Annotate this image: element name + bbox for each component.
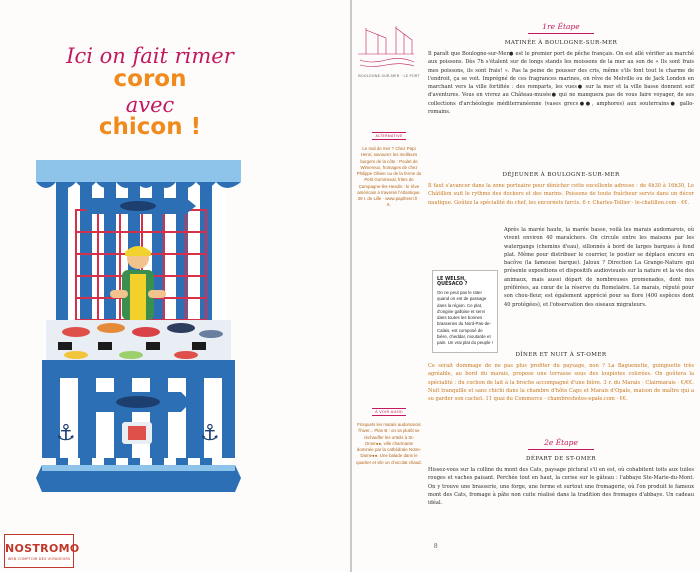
dejeuner-text: Il faut s'avancer dans la zone portuaire pour dénicher cette excellente adresse : de 4h30 à 16h30, Le Châtillon suit le rythme des dockers et des marins. Poissons de toute fraîcheur servis dans un décor nautique. Goûtez la spécialité du chef, les encornets farcis. 6 r. Charles-Tellier · le-chatillon.com · €€. — [428, 183, 694, 206]
svg-text:⚓: ⚓ — [200, 421, 220, 446]
nostromo-logo[interactable] — [4, 534, 80, 568]
fish-counter — [46, 320, 231, 360]
welsh-title: LE WELSH, QUÉSACO ? — [437, 277, 468, 287]
alternative-box — [356, 124, 422, 209]
right-sidebar — [352, 0, 424, 572]
headline-line-3: avec — [125, 93, 175, 117]
etape-1-rule — [528, 33, 594, 34]
headline-line-2: coron — [113, 66, 187, 92]
etape-2-rule — [528, 449, 594, 450]
depart-title: DÉPART DE ST-OMER — [526, 456, 596, 462]
dejeuner-title: DÉJEUNER À BOULOGNE-SUR-MER — [502, 172, 620, 178]
stall-front — [42, 360, 235, 458]
page-number: 8 — [434, 542, 438, 550]
sketch-caption: BOULOGNE-SUR-MER · LE PORT — [358, 74, 420, 78]
voir-aussi-box — [356, 400, 422, 466]
logo-tagline: WEB COMPTOIR DES VOYAGEURS — [7, 557, 71, 561]
welsh-box — [432, 270, 498, 353]
depart-text: Hissez-vous sur la colline du mont des Cats, paysage pictural s'il en est, où cohabitent toits aux tuiles rouges et vaches paisant. Perchée tout en haut, la cerise sur le gâteau : l'abbaye Ste-Marie-du-Mont. On y trouve une brasserie, une forge, une ferme et surtout une fromagerie, où l'on produit le fameux mont des Cats, fromage à pâte non cuite réalisé dans la tradition des fromages d'abbaye. Un cadeau idéal. — [428, 467, 694, 507]
headline-line-1: Ici on fait rimer — [66, 44, 234, 68]
voir-aussi-text: Frisquets les marais audomarois l'hiver... Plan B : on va plutôt se réchauffer les orteils à St-Omer●●, ville charmante dominée par la cathédrale Notre-Dame●●. Une balade dans le quartier et vile un chocolat chaud. — [356, 422, 422, 465]
alternative-text: Le mal de mer ? Chez Papi Henri, savourez les meilleurs burgers de la côte : Poulet de Wimereux, fromages de chez Philippe Olivier ou de la ferme du Petit Gommeval, frites de Campagne-lès-Hesdin : le rêve américain a traversé l'Atlantique. 39 r. de Lille · www.papihenri.fr · €. — [356, 146, 422, 208]
etape-2-title: 2e Étape — [544, 438, 578, 447]
bottom-ribbon — [36, 465, 241, 492]
fish-stall-illustration — [36, 160, 241, 525]
right-page — [352, 0, 700, 572]
fish-banner — [81, 198, 196, 214]
logo-name: NOSTROMO — [5, 542, 80, 555]
alternative-badge: ALTERNATIVE — [372, 132, 405, 140]
etape-1-title: 1re Étape — [542, 22, 580, 31]
matinee-text: Il paraît que Boulogne-sur-Mer● est le premier port de pêche français. On est allé vérifier au marché aux poissons. Dès 7h s'étalent sur de longs stands les moissons de la mer au son de « Ils sont frais mes poissons, ils sont frais! ». Pas la peine de pousser des cris, même s'ils font tout le charme de l'endroit, ça se voit. Imprégné de ces fragrances marines, on rêve de Melville ou de Jack London en marchant vers la ville fortifiée : des remparts, les vues● sur la mer et la ville basse donnent soif d'aventures. Vous en vivrez au Château-musée● qui ne manquera pas de vous faire voyager, de ses collections d'archéologie méditerranéenne (vases grecs●●, amphores) aux souterrains● gallo-romains. — [428, 51, 694, 116]
voir-aussi-badge: À VOIR AUSSI — [372, 408, 406, 416]
apres-text: Après la marée haute, la marée basse, voilà les marais audomarois, où vivent environ 40 maraîchers. On circule entre les maisons par les watergangs (chemins d'eau), sillonnés à bord de larges barques à fond plat. Même pour distribuer le courrier, le postier se déplace encore en bacôve (la fameuse barque). Jaloux ? Direction La Grange-Nature qui présente expositions et dispositifs audiovisuels sur la nature et la vie des animaux, mais aussi départ de nombreuses promenades, dont nos préférées, au cœur de la réserve du Romelaëre. Le marais, réputé pour son chou-fleur, est également apprécié pour sa flore (400 espèces dont 40 protégées), et l'observation des oiseaux migrateurs. — [504, 227, 694, 308]
welsh-text: On ne peut pas le rater quand on est de passage dans la région. Ce plat, d'origine galloise et servi dans toutes les bonnes brasseries du Nord-Pas-de-Calais, est composé de bière, cheddar, moutarde et pain. Un vrai plat du peuple ! — [437, 290, 493, 345]
headline-line-4: chicon ! — [98, 114, 202, 140]
diner-title: DÎNER ET NUIT À ST-OMER — [515, 352, 607, 358]
harbour-sketch — [356, 20, 416, 70]
awning — [36, 160, 241, 188]
svg-text:⚓: ⚓ — [56, 421, 76, 446]
matinee-title: MATINÉE À BOULOGNE-SUR-MER — [504, 40, 618, 46]
diner-text: Ce serait dommage de ne pas plus profiter du paysage, non ? La Baguenette, guinguette très agréable, au bord du marais, propose une terrasse sous des loupiotes colorées. On goûtera la spécialité : du cochon de lait à la broche accompagné d'une bière. 3 r. du Marais · Clairmarais · €/€€. Nuit tranquille et sans chichi dans la chambre d'hôte Caps et Marais d'Opale, maison de maître qui a su garder son cachet. 11 quai du Commerce · chambreshotes-opale.com · €€. — [428, 363, 694, 403]
